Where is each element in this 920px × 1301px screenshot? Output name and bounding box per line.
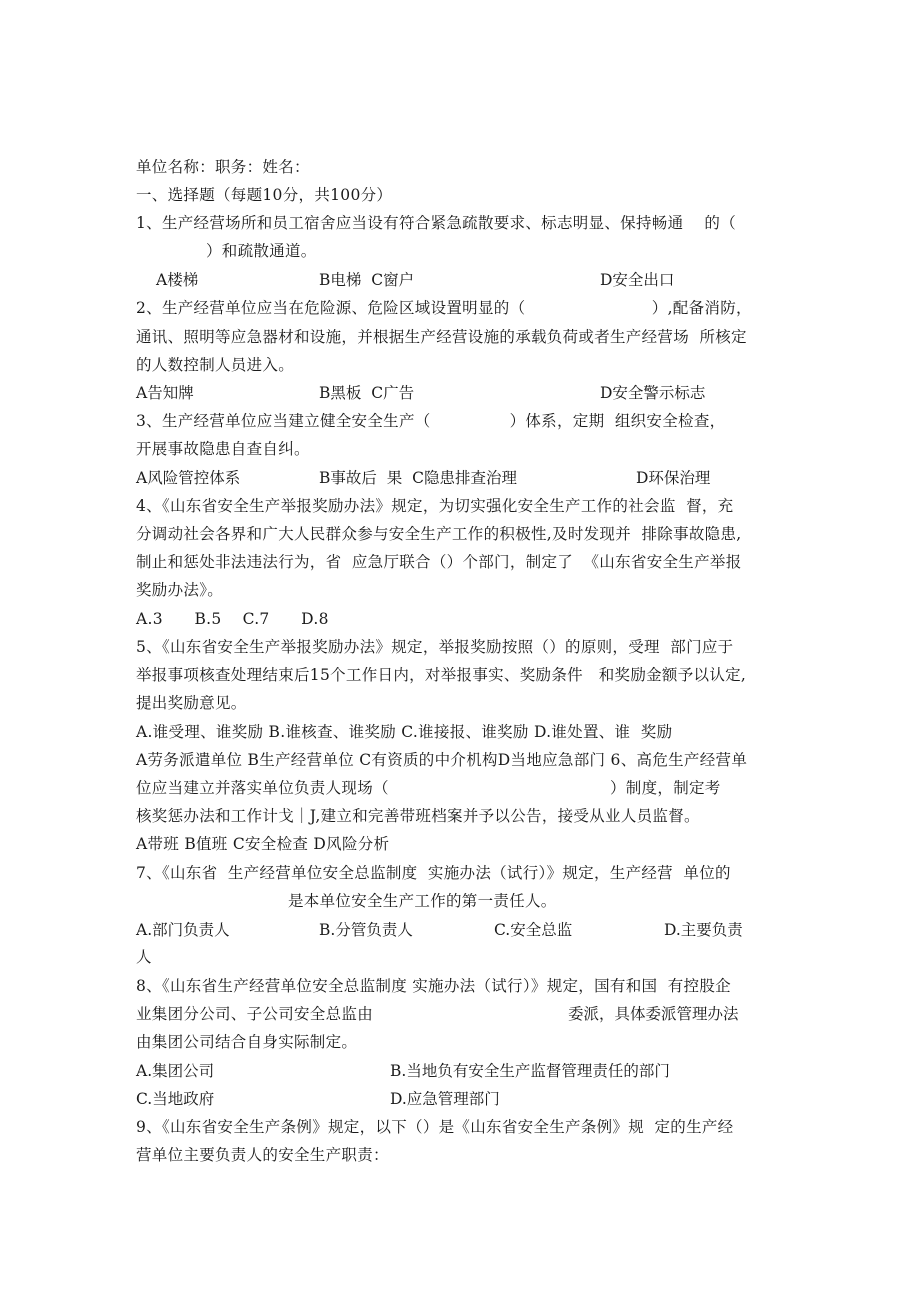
q2-line-2: 通讯、照明等应急器材和设施，并根据生产经营设施的承载负荷或者生产经营场 所核定 — [136, 328, 747, 346]
q6-line-1: A劳务派遣单位 B生产经营单位 C有资质的中介机构D当地应急部门 6、高危生产经营单 — [136, 751, 748, 769]
q5-line-1: 5、《山东省安全生产举报奖励办法》规定，举报奖励按照（）的原则，受理 部门应于 — [136, 638, 734, 656]
q5-line-3: 提出奖励意见。 — [136, 694, 247, 712]
q3-option-d: D环保治理 — [636, 469, 711, 487]
q7-option-d: D.主要负责 — [664, 921, 743, 939]
q6-line-3: 核奖惩办法和工作计戈｜J,建立和完善带班档案并予以公告，接受从业人员监督。 — [136, 807, 700, 825]
q2-option-a: A告知牌 — [136, 384, 194, 402]
q8-option-b: B.当地负有安全生产监督管理责任的部门 — [390, 1062, 670, 1080]
q6-options: A带班 B值班 C安全检查 D风险分析 — [136, 835, 390, 853]
q4-line-2: 分调动社会各界和广大人民群众参与安全生产工作的积极性,及时发现并 排除事故隐患, — [136, 525, 742, 543]
q5-options: A.谁受理、谁奖励 B.谁核查、谁奖励 C.谁接报、谁奖励 D.谁处置、谁 奖励 — [136, 723, 673, 741]
q9-line-2: 营单位主要负责人的安全生产职责： — [136, 1146, 389, 1164]
q3-line-2: 开展事故隐患自查自纠。 — [136, 440, 310, 458]
q4-line-1: 4、《山东省安全生产举报奖励办法》规定，为切实强化安全生产工作的社会监 督，充 — [136, 497, 734, 515]
q1-option-d: D安全出口 — [600, 271, 675, 289]
q1-option-bc: B电梯 C窗户 — [319, 271, 415, 289]
q4-line-3: 制止和惩处非法违法行为，省 应急厅联合（）个部门，制定了 《山东省安全生产举报 — [136, 553, 742, 571]
q3-option-bc: B事故后 果 C隐患排查治理 — [319, 469, 517, 487]
q6-line-2: 位应当建立并落实单位负责人现场（ ）制度，制定考 — [136, 779, 721, 797]
q1-option-a: A楼梯 — [156, 271, 199, 289]
section-title: 一、选择题（每题10分，共100分） — [136, 186, 393, 204]
q7-option-a: A.部门负责人 — [136, 921, 230, 939]
q4-line-4: 奖励办法》。 — [136, 581, 224, 599]
q1-line-1: 1、生产经营场所和员工宿舍应当设有符合紧急疏散要求、标志明显、保持畅通 的（ — [136, 214, 736, 232]
q2-option-d: D安全警示标志 — [600, 384, 706, 402]
q8-option-a: A.集团公司 — [136, 1062, 215, 1080]
q5-line-2: 举报事项核查处理结束后15个工作日内，对举报事实、奖励条件 和奖励金额予以认定, — [136, 666, 747, 684]
q8-line-2a: 业集团分公司、子公司安全总监由 — [136, 1005, 374, 1023]
header-info: 单位名称：职务：姓名： — [136, 158, 310, 176]
q8-line-2b: 委派，具体委派管理办法 — [568, 1005, 739, 1023]
q8-option-d: D.应急管理部门 — [390, 1090, 500, 1108]
q3-option-a: A风险管控体系 — [136, 469, 241, 487]
q9-line-1: 9、《山东省安全生产条例》规定，以下（）是《山东省安全生产条例》规 定的生产经 — [136, 1118, 734, 1136]
q7-option-b: B.分管负责人 — [319, 921, 413, 939]
q8-option-c: C.当地政府 — [136, 1090, 215, 1108]
q7-line-1: 7、《山东省 生产经营单位安全总监制度 实施办法（试行）》规定，生产经营 单位的 — [136, 864, 731, 882]
q2-line-3: 的人数控制人员进入。 — [136, 356, 295, 374]
q8-line-1: 8、《山东省生产经营单位安全总监制度 实施办法（试行）》规定，国有和国 有控股企 — [136, 977, 731, 995]
q7-line-2: 是本单位安全生产工作的第一责任人。 — [288, 892, 557, 910]
q4-options: A.3 B.5 C.7 D.8 — [136, 610, 329, 628]
q2-line-1: 2、生产经营单位应当在危险源、危险区域设置明显的（ ）,配备消防， — [136, 299, 752, 317]
q1-line-2: ）和疏散通道。 — [206, 242, 317, 260]
q7-option-c: C.安全总监 — [494, 921, 573, 939]
q3-line-1: 3、生产经营单位应当建立健全安全生产（ ）体系，定期 组织安全检查， — [136, 412, 726, 430]
q8-line-3: 由集团公司结合自身实际制定。 — [136, 1033, 358, 1051]
q7-option-d-continued: 人 — [136, 948, 152, 966]
q2-option-bc: B黑板 C广告 — [319, 384, 415, 402]
